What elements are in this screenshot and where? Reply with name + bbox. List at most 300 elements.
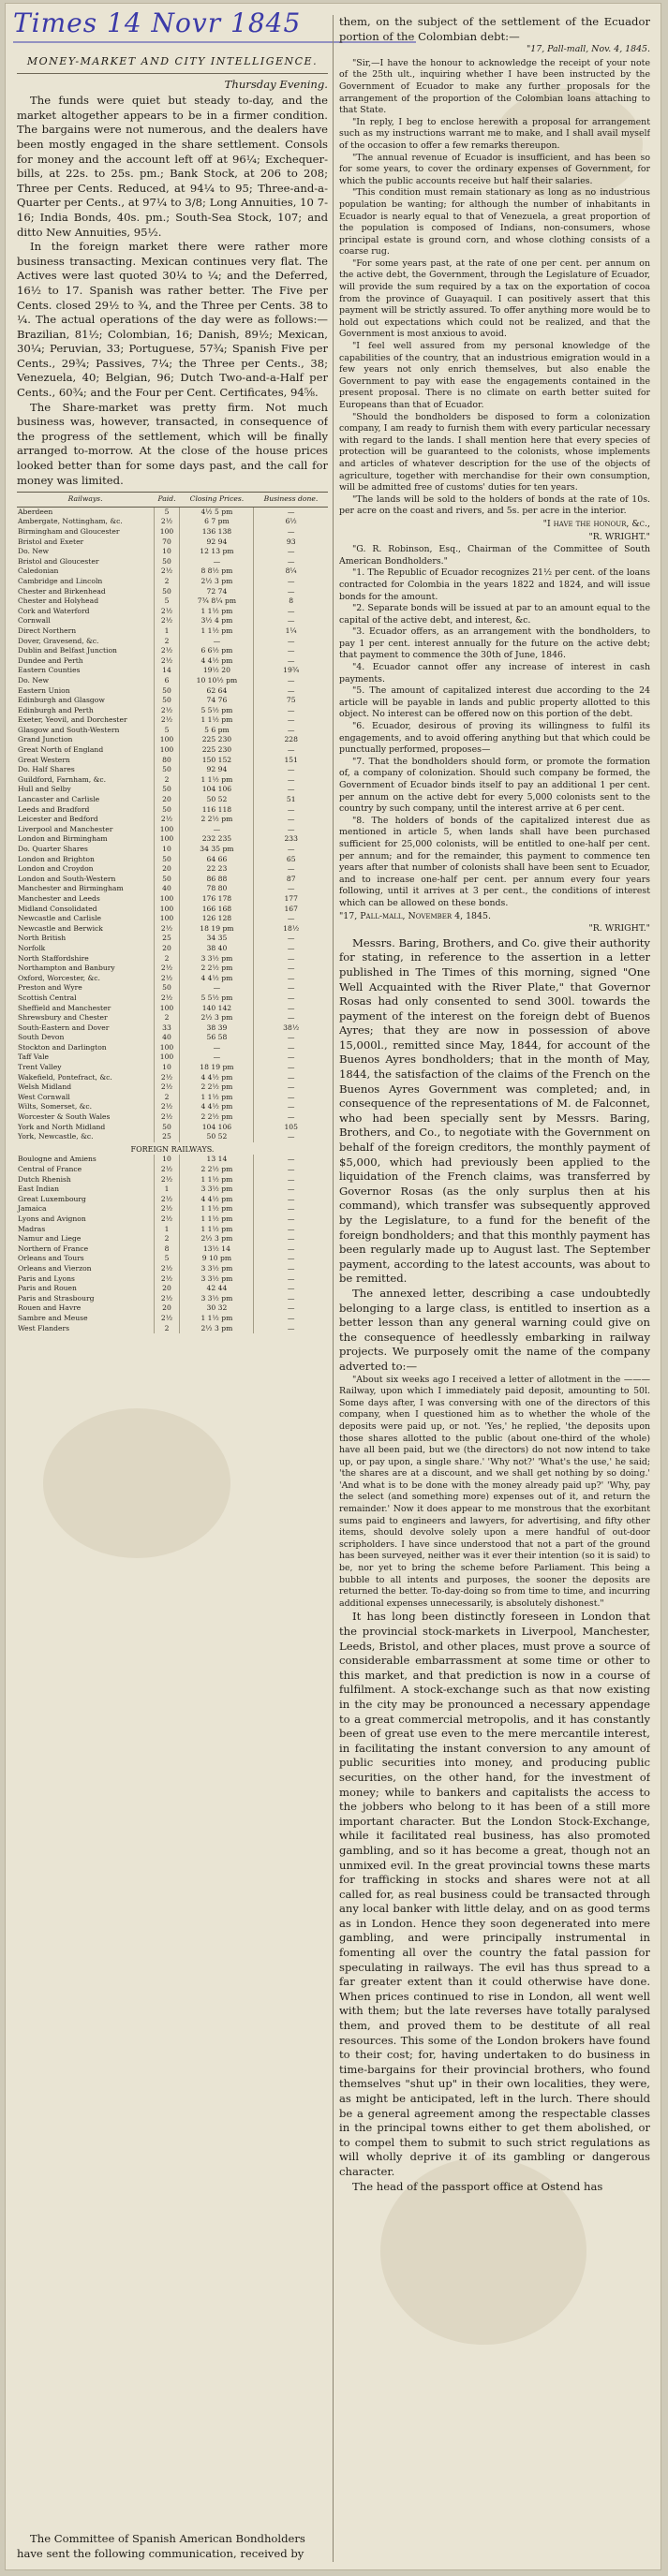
table-row bbox=[17, 1204, 328, 1214]
railway-name: Ambergate, Nottingham, &c. bbox=[18, 517, 123, 526]
section-title: MONEY-MARKET AND CITY INTELLIGENCE. bbox=[26, 55, 319, 67]
paid-value: 80 bbox=[154, 756, 180, 766]
business-done: — bbox=[254, 1234, 328, 1244]
railway-name: Liverpool and Manchester bbox=[18, 824, 113, 833]
table-row bbox=[17, 1043, 328, 1053]
paid-value: 20 bbox=[154, 1303, 180, 1314]
railway-name: Chester and Birkenhead bbox=[18, 586, 106, 596]
closing-price: 72 74 bbox=[180, 587, 254, 597]
paid-value: 40 bbox=[154, 884, 180, 894]
railway-name: Welsh Midland bbox=[18, 1082, 72, 1092]
paid-value: 2½ bbox=[154, 1314, 180, 1324]
letter-dateline: "17, Pall-mall, Nov. 4, 1845. bbox=[526, 44, 650, 55]
closing-price: 13½ 14 bbox=[180, 1244, 254, 1255]
table-row bbox=[17, 815, 328, 825]
paid-value: 100 bbox=[154, 905, 180, 915]
business-done: — bbox=[254, 954, 328, 964]
committee-text: The Committee of Spanish American Bondholders have sent the following communication, received by bbox=[17, 2532, 305, 2560]
table-row bbox=[17, 577, 328, 587]
closing-price: 3½ 4 pm bbox=[180, 616, 254, 626]
paid-value: 2½ bbox=[154, 1264, 180, 1274]
railway-name: Taff Vale bbox=[18, 1052, 50, 1062]
table-row bbox=[17, 547, 328, 557]
closing-price: 18 19 pm bbox=[180, 924, 254, 935]
railway-name: Do. Quarter Shares bbox=[18, 845, 88, 853]
business-done: — bbox=[254, 715, 328, 726]
railway-name: Boulogne and Amiens bbox=[18, 1155, 96, 1164]
dateline: Thursday Evening. bbox=[224, 77, 328, 91]
business-done: — bbox=[254, 1244, 328, 1255]
paid-value: 20 bbox=[154, 1284, 180, 1294]
paid-value: 1 bbox=[154, 1185, 180, 1195]
railway-name: Bristol and Gloucester bbox=[18, 556, 99, 566]
railway-name: Scottish Central bbox=[18, 993, 77, 1002]
paid-value: 10 bbox=[154, 547, 180, 557]
paid-value: 2½ bbox=[154, 517, 180, 527]
table-row bbox=[17, 1234, 328, 1244]
railway-name: Trent Valley bbox=[18, 1063, 62, 1072]
paid-value: 2½ bbox=[154, 607, 180, 617]
paid-value: 20 bbox=[154, 864, 180, 875]
business-done: — bbox=[254, 686, 328, 697]
paid-value: 70 bbox=[154, 537, 180, 548]
closing-price: 3 3½ pm bbox=[180, 1264, 254, 1274]
table-row bbox=[17, 537, 328, 548]
railway-name: Do. New bbox=[18, 547, 49, 556]
business-done: — bbox=[254, 607, 328, 617]
closing-price: 1 1½ pm bbox=[180, 1093, 254, 1103]
closing-price: 2½ 3 pm bbox=[180, 1013, 254, 1023]
railway-name: Worcester & South Wales bbox=[18, 1112, 111, 1122]
railway-name: Dublin and Belfast Junction bbox=[18, 646, 117, 655]
table-row bbox=[17, 1284, 328, 1294]
closing-price: 3 3½ pm bbox=[180, 1185, 254, 1195]
business-done: — bbox=[254, 1314, 328, 1324]
business-done: 51 bbox=[254, 795, 328, 805]
business-done: — bbox=[254, 1294, 328, 1304]
closing-price: 7¾ 8¼ pm bbox=[180, 596, 254, 607]
closing-price: 140 142 bbox=[180, 1004, 254, 1014]
paid-value: 50 bbox=[154, 557, 180, 567]
closing-price: 126 128 bbox=[180, 914, 254, 924]
letter-signature: "R. WRIGHT." bbox=[588, 531, 650, 542]
railway-name: Oxford, Worcester, &c. bbox=[18, 973, 100, 982]
railway-name: Wakefield, Pontefract, &c. bbox=[18, 1072, 112, 1082]
business-done: 151 bbox=[254, 756, 328, 766]
paid-value: 2½ bbox=[154, 815, 180, 825]
business-done: — bbox=[254, 1112, 328, 1123]
business-done: — bbox=[254, 547, 328, 557]
table-row bbox=[17, 864, 328, 875]
business-done: — bbox=[254, 726, 328, 736]
paid-value: 2½ bbox=[154, 656, 180, 667]
railway-name: Dover, Gravesend, &c. bbox=[18, 636, 99, 645]
railway-name: Aberdeen bbox=[18, 507, 53, 516]
railway-name: North Staffordshire bbox=[18, 953, 89, 963]
paid-value: 100 bbox=[154, 914, 180, 924]
business-done: 65 bbox=[254, 855, 328, 865]
table-row bbox=[17, 855, 328, 865]
railway-name: London and Birmingham bbox=[18, 834, 108, 844]
business-done: — bbox=[254, 577, 328, 587]
business-done: — bbox=[254, 1155, 328, 1165]
paid-value: 50 bbox=[154, 855, 180, 865]
table-row bbox=[17, 1093, 328, 1103]
closing-price: 8 8½ pm bbox=[180, 567, 254, 577]
railway-name: London and Croydon bbox=[18, 864, 94, 874]
closing-price: 104 106 bbox=[180, 1123, 254, 1133]
table-row bbox=[17, 596, 328, 607]
railway-name: Eastern Union bbox=[18, 685, 70, 695]
business-done: 167 bbox=[254, 905, 328, 915]
table-row bbox=[17, 1324, 328, 1334]
railway-name: Leeds and Bradford bbox=[18, 804, 90, 814]
paid-value: 50 bbox=[154, 805, 180, 816]
business-done: — bbox=[254, 557, 328, 567]
business-done: — bbox=[254, 637, 328, 647]
closing-price: 2½ 3 pm bbox=[180, 1324, 254, 1334]
title-rule bbox=[17, 73, 328, 74]
paid-value: 2½ bbox=[154, 964, 180, 974]
railway-name: Central of France bbox=[18, 1165, 82, 1173]
business-done: — bbox=[254, 1052, 328, 1063]
railway-name: Cambridge and Lincoln bbox=[18, 576, 103, 585]
closing-price: 4½ 5 pm bbox=[180, 507, 254, 517]
business-done: 8¼ bbox=[254, 567, 328, 577]
table-row bbox=[17, 1132, 328, 1142]
closing-price: 38 39 bbox=[180, 1023, 254, 1034]
closing-price: 176 178 bbox=[180, 894, 254, 905]
paid-value: 1 bbox=[154, 626, 180, 637]
railway-name: Lancaster and Carlisle bbox=[18, 795, 100, 804]
business-done: — bbox=[254, 1195, 328, 1205]
left-column bbox=[17, 51, 328, 2566]
foreign-market-paragraph: In the foreign market there were rather more business transacting. Mexican continues very flat. The Actives were last quoted 30¼ to ¼; and the Deferred, 16½ to 17. Spanish was rather better. The Five per Cents. closed 29½ to ¾, and the Three per Cents. 38 to ¼. The actual operations of the day were as follows:—Brazilian, 81½; Colombian, 16; Danish, 89½; Mexican, 30¼; Peruvian, 33; Portuguese, 57¾; Spanish Five per Cents., 29¾; Passives, 7¼; the Three per Cents., 38; Venezuela, 40; Belgian, 96; Dutch Two-and-a-Half per Cents., 60¾; and the Four per Cent. Certificates, 94⅝. bbox=[17, 240, 328, 400]
closing-price: — bbox=[180, 557, 254, 567]
paid-value: 2 bbox=[154, 1013, 180, 1023]
closing-price: 1 1½ pm bbox=[180, 1204, 254, 1214]
closing-price: — bbox=[180, 983, 254, 994]
railway-name: Newcastle and Berwick bbox=[18, 923, 103, 933]
business-done: — bbox=[254, 884, 328, 894]
table-row bbox=[17, 785, 328, 795]
proposal-dateline: "17, Pall-mall, November 4, 1845. bbox=[339, 910, 491, 921]
table-row bbox=[17, 1175, 328, 1185]
table-row bbox=[17, 1303, 328, 1314]
closing-price: 56 58 bbox=[180, 1033, 254, 1043]
table-row bbox=[17, 527, 328, 537]
closing-price: 4 4½ pm bbox=[180, 656, 254, 667]
closing-price: 4 4½ pm bbox=[180, 1102, 254, 1112]
table-row bbox=[17, 745, 328, 756]
paid-value: 50 bbox=[154, 875, 180, 885]
closing-price: 1 1½ pm bbox=[180, 715, 254, 726]
table-row bbox=[17, 834, 328, 845]
closing-price: 62 64 bbox=[180, 686, 254, 697]
closing-price: 3 3½ pm bbox=[180, 1294, 254, 1304]
railway-name: Manchester and Birmingham bbox=[18, 884, 124, 893]
railway-name: Newcastle and Carlisle bbox=[18, 914, 102, 923]
business-done: — bbox=[254, 1033, 328, 1043]
railway-name: Exeter, Yeovil, and Dorchester bbox=[18, 715, 127, 725]
business-done: — bbox=[254, 1284, 328, 1294]
railway-name: West Cornwall bbox=[18, 1092, 70, 1101]
business-done: 38½ bbox=[254, 1023, 328, 1034]
railway-name: London and South-Western bbox=[18, 874, 116, 883]
paid-value: 2½ bbox=[154, 1165, 180, 1175]
closing-price: 5 5½ pm bbox=[180, 706, 254, 716]
table-header-row bbox=[17, 493, 328, 508]
table-row bbox=[17, 1314, 328, 1324]
paid-value: 25 bbox=[154, 1132, 180, 1142]
paid-value: 2½ bbox=[154, 974, 180, 984]
closing-price: 5 5½ pm bbox=[180, 994, 254, 1004]
railway-name: Midland Consolidated bbox=[18, 904, 97, 913]
table-row bbox=[17, 1082, 328, 1093]
closing-price: — bbox=[180, 1052, 254, 1063]
table-row bbox=[17, 696, 328, 706]
table-row bbox=[17, 1294, 328, 1304]
table-row bbox=[17, 666, 328, 676]
table-row bbox=[17, 626, 328, 637]
table-row bbox=[17, 1063, 328, 1073]
business-done: — bbox=[254, 1274, 328, 1285]
table-row bbox=[17, 845, 328, 855]
railway-name: East Indian bbox=[18, 1185, 60, 1194]
paid-value: 2½ bbox=[154, 1294, 180, 1304]
paid-value: 2½ bbox=[154, 1214, 180, 1225]
closing-price: 92 94 bbox=[180, 537, 254, 548]
paid-value: 8 bbox=[154, 1244, 180, 1255]
railway-name: Orleans and Tours bbox=[18, 1254, 84, 1263]
proposal-article: "7. That the bondholders should form, or promote the formation of, a company of colonization. Should such company be formed, the Government of Ecuador binds itself to pay an additional 1 per cent. per annum on the active debt for every 5,000 colonists sent to the country by such company, until the interest arrive at 6 per cent. bbox=[339, 756, 650, 815]
railway-name: Paris and Strasbourg bbox=[18, 1293, 95, 1303]
business-done: — bbox=[254, 1264, 328, 1274]
paid-value: 25 bbox=[154, 934, 180, 944]
paid-value: 2½ bbox=[154, 1073, 180, 1083]
railway-name: London and Brighton bbox=[18, 854, 95, 863]
closing-price: 1 1½ pm bbox=[180, 1314, 254, 1324]
railway-name: Cornwall bbox=[18, 616, 51, 626]
paid-value: 10 bbox=[154, 845, 180, 855]
closing-price: 1 1½ pm bbox=[180, 1225, 254, 1235]
table-row bbox=[17, 1052, 328, 1063]
paid-value: 2½ bbox=[154, 1195, 180, 1205]
proposal-article: "1. The Republic of Ecuador recognizes 21½ per cent. of the loans contracted for Colombia in the years 1822 and 1824, and will issue bonds for the amount. bbox=[339, 567, 650, 602]
railway-name: York and North Midland bbox=[18, 1122, 106, 1131]
proposal-signature: "R. WRIGHT." bbox=[588, 923, 650, 935]
ecuador-intro: them, on the subject of the settlement of the Ecuador portion of the Colombian debt:— bbox=[339, 15, 650, 43]
business-done: — bbox=[254, 745, 328, 756]
business-done: — bbox=[254, 1214, 328, 1225]
paid-value: 2½ bbox=[154, 1082, 180, 1093]
paid-value: 100 bbox=[154, 834, 180, 845]
railway-name: Shrewsbury and Chester bbox=[18, 1013, 108, 1023]
proposal-article: "6. Ecuador, desirous of proving its willingness to fulfil its engagements, and to avoid offering anything but that which could be punctually performed, proposes— bbox=[339, 721, 650, 756]
railway-name: Rouen and Havre bbox=[18, 1303, 82, 1313]
share-prices-table bbox=[17, 492, 328, 1333]
railway-name: Chester and Holyhead bbox=[18, 596, 99, 606]
railway-name: Orleans and Vierzon bbox=[18, 1263, 92, 1273]
table-row bbox=[17, 875, 328, 885]
business-done: — bbox=[254, 805, 328, 816]
railway-name: Paris and Lyons bbox=[18, 1273, 75, 1283]
paid-value: 100 bbox=[154, 735, 180, 745]
paid-value: 100 bbox=[154, 1004, 180, 1014]
paid-value: 2 bbox=[154, 954, 180, 964]
business-done: — bbox=[254, 1324, 328, 1334]
business-done: — bbox=[254, 825, 328, 835]
closing-price: 78 80 bbox=[180, 884, 254, 894]
paid-value: 5 bbox=[154, 596, 180, 607]
railway-name: Do. Half Shares bbox=[18, 765, 75, 774]
railway-name: South-Eastern and Dover bbox=[18, 1023, 110, 1032]
table-row bbox=[17, 1155, 328, 1165]
paid-value: 50 bbox=[154, 686, 180, 697]
paid-value: 50 bbox=[154, 1123, 180, 1133]
railway-name: Hull and Selby bbox=[18, 785, 71, 794]
col-railways: Railways. bbox=[17, 493, 154, 508]
business-done: 8 bbox=[254, 596, 328, 607]
table-row bbox=[17, 795, 328, 805]
paid-value: 100 bbox=[154, 527, 180, 537]
table-row bbox=[17, 1023, 328, 1034]
business-done: 228 bbox=[254, 735, 328, 745]
closing-price: 9 10 pm bbox=[180, 1254, 254, 1264]
paid-value: 50 bbox=[154, 785, 180, 795]
table-row bbox=[17, 735, 328, 745]
paid-value: 2½ bbox=[154, 706, 180, 716]
closing-price: 50 52 bbox=[180, 795, 254, 805]
railway-name: Birmingham and Gloucester bbox=[18, 527, 120, 536]
table-row bbox=[17, 1225, 328, 1235]
table-row bbox=[17, 775, 328, 786]
handwritten-date: Times 14 Novr 1845 bbox=[13, 7, 302, 38]
table-row bbox=[17, 914, 328, 924]
railway-name: South Devon bbox=[18, 1033, 65, 1042]
business-done: — bbox=[254, 587, 328, 597]
newspaper-clipping bbox=[6, 4, 661, 2569]
table-row bbox=[17, 715, 328, 726]
business-done: — bbox=[254, 934, 328, 944]
closing-price: 1 1½ pm bbox=[180, 607, 254, 617]
closing-price: 1 1½ pm bbox=[180, 626, 254, 637]
paid-value: 2½ bbox=[154, 1102, 180, 1112]
table-row bbox=[17, 765, 328, 775]
table-row bbox=[17, 934, 328, 944]
table-row bbox=[17, 587, 328, 597]
table-row bbox=[17, 517, 328, 527]
table-row bbox=[17, 1123, 328, 1133]
table-row bbox=[17, 557, 328, 567]
closing-price: 30 32 bbox=[180, 1303, 254, 1314]
paid-value: 50 bbox=[154, 983, 180, 994]
closing-price: 1 1½ pm bbox=[180, 1214, 254, 1225]
business-done: — bbox=[254, 646, 328, 656]
table-row bbox=[17, 567, 328, 577]
paid-value: 2 bbox=[154, 1234, 180, 1244]
business-done: 6½ bbox=[254, 517, 328, 527]
closing-price: 3 3½ pm bbox=[180, 1274, 254, 1285]
business-done: 105 bbox=[254, 1123, 328, 1133]
railway-letter: "About six weeks ago I received a letter of allotment in the ——— Railway, upon which I immediately paid deposit, amounting to 50l. Some days after, I was conversing with one of the directors of this company, when I questioned him as to whether the whole of the deposits were paid up, or not. 'Yes,' he replied, 'the deposits upon those shares allotted to the public (about one-third of the whole) have all been paid, but we (the directors) do not now intend to take up, or pay upon, a single share.' 'Why not?' 'What's the use,' he said; 'the shares are at a discount, and we shall get nothing by so doing.' 'And what is to be done with the money already paid up?' 'Why, pay the select (and something more) expenses out of it, and return the remainder.' Now it does appear to me monstrous that the exorbitant sums paid to engineers and lawyers, for advertising, and fifty other items, should devolve solely upon a mere handful of out-door scripholders. I have since understood that not a part of the ground has been surveyed, neither was it ever their intention (so it is said) to be, nor yet to bring the scheme before Parliament. This being a bubble to all intents and purposes, the sooner the deposits are returned the better. To-day-doing so from time to time, and incurring additional expenses unnecessarily, is absolutely dishonest." bbox=[339, 1374, 650, 1609]
table-row bbox=[17, 607, 328, 617]
railway-name: North British bbox=[18, 934, 67, 943]
table-row bbox=[17, 1264, 328, 1274]
railway-name: Grand Junction bbox=[18, 735, 73, 744]
railway-name: Glasgow and South-Western bbox=[18, 725, 120, 734]
business-done: 93 bbox=[254, 537, 328, 548]
foreign-railways-heading: FOREIGN RAILWAYS. bbox=[130, 1144, 215, 1154]
letter-para: "This condition must remain stationary as long as no industrious population be wanting; for although the number of inhabitants in Ecuador is nearly equal to that of Venezuela, a great proportion of the population is composed of Indians, non-consumers, whose principal estate is ground corn, and whose clothing consists of a coarse rug. bbox=[339, 187, 650, 258]
closing-price: 2½ 3 pm bbox=[180, 1234, 254, 1244]
paid-value: 2½ bbox=[154, 924, 180, 935]
table-row bbox=[17, 954, 328, 964]
share-market-paragraph: The Share-market was pretty firm. Not much business was, however, transacted, in consequence of the progress of the settlement, which will be finally arranged to-morrow. At the close of the house prices looked better than for some days past, and the call for money was limited. bbox=[17, 400, 328, 487]
paid-value: 2½ bbox=[154, 1112, 180, 1123]
closing-price: 1 1½ pm bbox=[180, 1175, 254, 1185]
table-row bbox=[17, 983, 328, 994]
paid-value: 1 bbox=[154, 1225, 180, 1235]
business-done: — bbox=[254, 1073, 328, 1083]
railway-name: West Flanders bbox=[18, 1323, 70, 1332]
railway-name: Cork and Waterford bbox=[18, 606, 90, 615]
business-done: — bbox=[254, 1132, 328, 1142]
business-done: 1¼ bbox=[254, 626, 328, 637]
paid-value: 2½ bbox=[154, 1274, 180, 1285]
closing-price: 6 7 pm bbox=[180, 517, 254, 527]
table-row bbox=[17, 1073, 328, 1083]
table-row bbox=[17, 894, 328, 905]
closing-price: 64 66 bbox=[180, 855, 254, 865]
closing-price: 2 2½ pm bbox=[180, 964, 254, 974]
paid-value: 100 bbox=[154, 1052, 180, 1063]
table-row bbox=[17, 706, 328, 716]
business-done: — bbox=[254, 507, 328, 517]
business-done: — bbox=[254, 1004, 328, 1014]
letter-addressee: "G. R. Robinson, Esq., Chairman of the Committee of South American Bondholders." bbox=[339, 544, 650, 567]
paid-value: 20 bbox=[154, 795, 180, 805]
paid-value: 2½ bbox=[154, 994, 180, 1004]
railway-name: Direct Northern bbox=[18, 626, 77, 635]
paid-value: 2½ bbox=[154, 646, 180, 656]
paid-value: 20 bbox=[154, 944, 180, 954]
railway-name: Preston and Wyre bbox=[18, 983, 82, 993]
table-row bbox=[17, 805, 328, 816]
closing-price: 150 152 bbox=[180, 756, 254, 766]
paid-value: 5 bbox=[154, 726, 180, 736]
railway-name: York, Newcastle, &c. bbox=[18, 1132, 94, 1141]
railway-name: Sambre and Meuse bbox=[18, 1313, 88, 1322]
table-row bbox=[17, 756, 328, 766]
business-done: — bbox=[254, 1225, 328, 1235]
railway-name: Northampton and Banbury bbox=[18, 964, 115, 973]
paid-value: 100 bbox=[154, 825, 180, 835]
table-row bbox=[17, 1274, 328, 1285]
paid-value: 50 bbox=[154, 696, 180, 706]
closing-price: 19½ 20 bbox=[180, 666, 254, 676]
paid-value: 2½ bbox=[154, 715, 180, 726]
railway-name: Great North of England bbox=[18, 745, 104, 755]
table-row bbox=[17, 656, 328, 667]
closing-price: 86 88 bbox=[180, 875, 254, 885]
railway-name: Northern of France bbox=[18, 1244, 89, 1253]
letter-para: "For some years past, at the rate of one per cent. per annum on the active debt, the Government, through the Legislature of Ecuador, will provide the sum required by a tax on the exportation of cocoa from the province of Guayaquil. I can positively assert that this payment will be strictly assured. To offer anything more would be to hold out expectations which could not be realized, and that the Government is most anxious to avoid. bbox=[339, 258, 650, 340]
business-done: — bbox=[254, 994, 328, 1004]
paid-value: 33 bbox=[154, 1023, 180, 1034]
proposal-article: "5. The amount of capitalized interest due according to the 24 article will be payable in lands and public property allotted to this object. No interest can be offered now on this portion of the debt. bbox=[339, 685, 650, 720]
paid-value: 14 bbox=[154, 666, 180, 676]
